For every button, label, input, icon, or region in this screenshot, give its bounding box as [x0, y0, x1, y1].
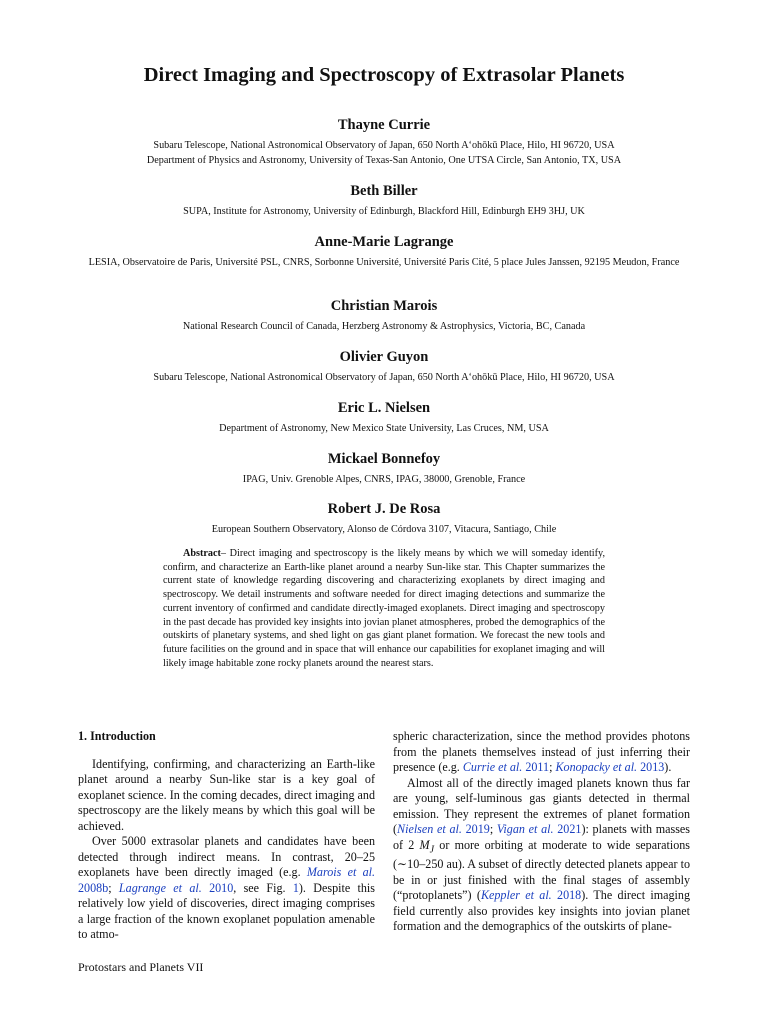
- author-block: [60, 116, 708, 168]
- citation-link[interactable]: Vigan et al. 2021: [496, 822, 582, 836]
- author-name: Beth Biller: [350, 183, 418, 199]
- citation-link[interactable]: Nielsen et al. 2019: [397, 822, 490, 836]
- author-name: Robert J. De Rosa: [327, 501, 441, 517]
- citation-link[interactable]: Keppler et al. 2018: [480, 888, 582, 903]
- figure-link[interactable]: 1: [292, 880, 299, 895]
- abstract-text: – Direct imaging and spectroscopy is the likely means by which we will someday identify, confirm, and characterize an Earth-like planet around a nearby Sun-like star. This Chapter summarizes the current state of knowledge regarding discovering and characterizing exoplanets by direct imaging and spectroscopy. We detail instruments and software needed for direct imaging detections and summarize the current inventory of confirmed and candidate directly-imaged exoplanets. Direct imaging and spectroscopy in the past decade has provided key insights into jovian planet atmospheres, probed the demographics of the outskirts of planetary systems, and shed light on gas giant planet formation. We forecast the new tools and future facilities on the ground and in space that will enhance our capabilities for exoplanet imaging and will likely image habitable zone rocky planets around the nearest stars.: [163, 548, 605, 669]
- paragraph: Identifying, confirming, and characterizing an Earth-like planet around a nearby Sun-like star is a key goal of exoplanet science. In the coming decades, direct imaging and spectroscopy are the likely means by which this goal will be achieved.: [78, 756, 375, 833]
- author-affiliation: National Research Council of Canada, Herzberg Astronomy & Astrophysics, Victoria, BC, Canada: [182, 321, 586, 332]
- author-affiliation: SUPA, Institute for Astronomy, University of Edinburgh, Blackford Hill, Edinburgh EH9 3HJ, UK: [183, 206, 585, 217]
- author-name: Christian Marois: [330, 298, 438, 314]
- author-block: [60, 450, 708, 487]
- author-block: [60, 500, 708, 537]
- author-name: Thayne Currie: [337, 117, 431, 133]
- abstract-label: Abstract: [183, 548, 221, 559]
- citation-link[interactable]: Lagrange et al. 2010: [118, 880, 234, 895]
- citation-link[interactable]: Konopacky et al. 2013: [555, 760, 665, 774]
- math-symbol: $M_J$: [419, 837, 435, 855]
- author-block: [60, 297, 708, 334]
- section-heading: 1. Introduction: [78, 729, 156, 743]
- author-block: [60, 399, 708, 436]
- author-affiliation: Department of Physics and Astronomy, University of Texas-San Antonio, One UTSA Circle, San Antonio, TX, USA: [146, 155, 622, 166]
- paragraph: Over 5000 extrasolar planets and candidates have been detected through indirect means. In contrast, 20–25 exoplanets have been directly imaged (e.g. Marois et al. 2008b; Lagrange et al. 2010, see Fig. 1). Despite this relatively low yield of discoveries, direct imaging comprises a large fraction of the known exoplanet population amenable to atmo-: [78, 834, 375, 941]
- right-column: [393, 729, 690, 935]
- author-affiliation: Department of Astronomy, New Mexico State University, Las Cruces, NM, USA: [219, 423, 549, 434]
- author-affiliation: Subaru Telescope, National Astronomical Observatory of Japan, 650 North A‘ohōkū Place, Hilo, HI 96720, USA: [153, 372, 615, 383]
- citation-link[interactable]: Currie et al. 2011: [462, 760, 550, 774]
- author-block: [60, 348, 708, 385]
- left-column: [78, 729, 375, 943]
- author-affiliation: LESIA, Observatoire de Paris, Université PSL, CNRS, Sorbonne Université, Université Paris Cité, 5 place Jules Janssen, 92195 Meudon, France: [88, 257, 680, 268]
- author-block: [60, 233, 708, 270]
- author-name: Eric L. Nielsen: [337, 400, 431, 416]
- abstract: [163, 547, 605, 670]
- author-name: Mickael Bonnefoy: [327, 451, 441, 467]
- author-affiliation: IPAG, Univ. Grenoble Alpes, CNRS, IPAG, 38000, Grenoble, France: [242, 474, 526, 485]
- author-affiliation: European Southern Observatory, Alonso de Córdova 3107, Vitacura, Santiago, Chile: [211, 524, 557, 535]
- paper-title: Direct Imaging and Spectroscopy of Extrasolar Planets: [143, 64, 625, 86]
- citation-link[interactable]: Marois et al. 2008b: [78, 865, 375, 895]
- paragraph: Almost all of the directly imaged planets known thus far are young, self-luminous gas giants detected in thermal emission. They represent the extremes of planet formation (Nielsen et al. 2019; Vigan et al. 2021): planets with masses of 2 $M_J$ or more orbiting at moderate to wide separations (∼10–250 au). A subset of directly detected planets appear to be in or just finished with the final stages of assembly (“protoplanets”) (Keppler et al. 2018). The direct imaging field currently also provides key insights into jovian planet formation and the demographics of the outskirts of plane-: [393, 775, 691, 934]
- page-footer: Protostars and Planets VII: [78, 960, 204, 974]
- paragraph: spheric characterization, since the method provides photons from the planets themselves instead of just inferring their presence (e.g. Currie et al. 2011; Konopacky et al. 2013).: [393, 729, 690, 774]
- author-affiliation: Subaru Telescope, National Astronomical Observatory of Japan, 650 North A‘ohōkū Place, Hilo, HI 96720, USA: [153, 140, 615, 151]
- author-name: Anne-Marie Lagrange: [314, 234, 454, 250]
- author-block: [60, 182, 708, 219]
- author-name: Olivier Guyon: [339, 349, 429, 365]
